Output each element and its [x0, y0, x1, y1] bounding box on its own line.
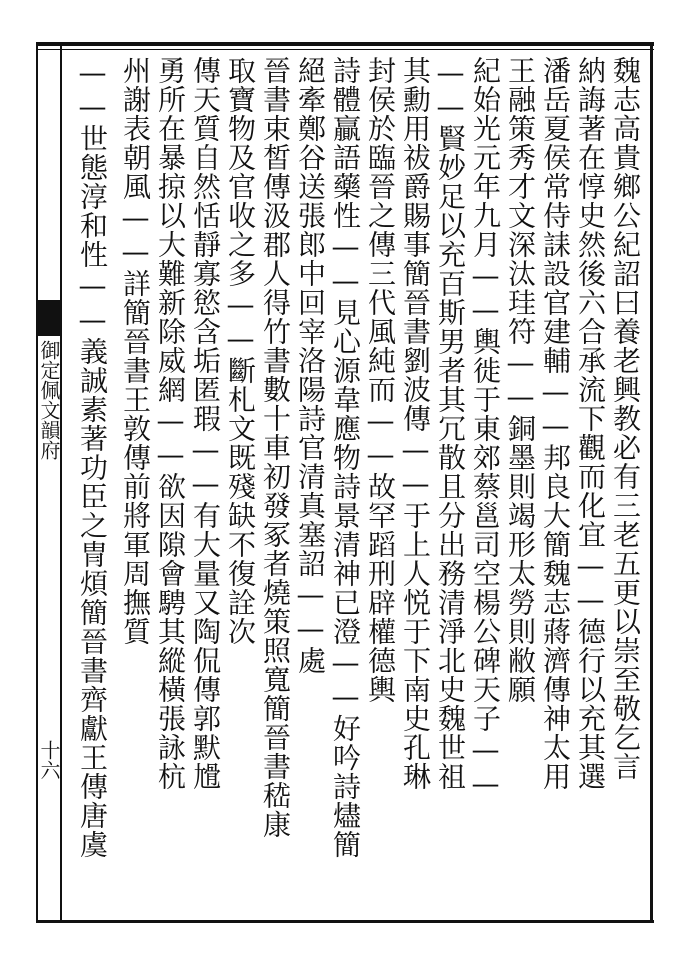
page-number: 十六	[37, 740, 61, 780]
text-column-2: 納誨著在惇史然後六合承流下觀而化宜——德行以充其選	[574, 56, 607, 791]
fish-tail-mark	[38, 300, 60, 336]
text-column-15: 州謝表朝風——詳簡晉書王敦傳前將軍周撫質	[119, 56, 152, 646]
text-column-5: 紀始光元年九月——輿徙于東郊蔡邕司空楊公碑天子——	[469, 56, 502, 801]
text-column-16: ——世態淳和性——義誠素著功臣之冑煩簡晉書齊獻王傳唐虞	[76, 56, 109, 859]
text-column-3: 潘岳夏侯常侍誄設官建輔——邦良大簡魏志蔣濟傳神太用	[539, 56, 572, 791]
spine-separator	[60, 42, 62, 923]
text-column-11: 晉書束皙傳汲郡人得竹書數十車初發冢者燒策照寬簡晉書嵇康	[259, 56, 292, 839]
text-column-14: 勇所在暴掠以大難新除威網——欲因隙會騁其縱橫張詠杭	[154, 56, 187, 791]
bottom-border	[36, 920, 654, 923]
top-border	[36, 42, 654, 46]
top-inner-border	[36, 49, 654, 50]
text-column-4: 王融策秀才文深汰珪符——銅墨則竭形太勞則敝願	[504, 56, 537, 704]
left-border	[36, 42, 38, 923]
right-border	[650, 42, 653, 923]
text-column-1: 魏志高貴鄉公紀詔曰養老興教必有三老五更以崇至敬乞言	[609, 56, 642, 781]
text-column-12: 取寶物及官收之多——斷札文既殘缺不復詮次	[224, 56, 257, 646]
text-column-9: 詩體贏語藥性——見心源韋應物詩景清神已澄——好吟詩燼簡	[329, 56, 362, 859]
text-column-7: 其勳用祓爵賜事簡晉書劉波傳——于上人悦于下南史孔琳	[399, 56, 432, 791]
text-column-6: ——賢妙足以充百斯男者其冗散且分出務清淨北史魏世祖	[434, 56, 467, 791]
text-column-10: 絕牽鄭谷送張郎中回宰洛陽詩官清真塞詔——處	[294, 56, 327, 675]
book-title: 御定佩文韻府	[37, 340, 61, 460]
text-column-8: 封侯於臨晉之傳三代風純而——故罕蹈刑辟權德輿	[364, 56, 397, 704]
text-column-13: 傳天質自然恬靜寡慾含垢匿瑕——有大量又陶侃傳郭默尳	[189, 56, 222, 791]
